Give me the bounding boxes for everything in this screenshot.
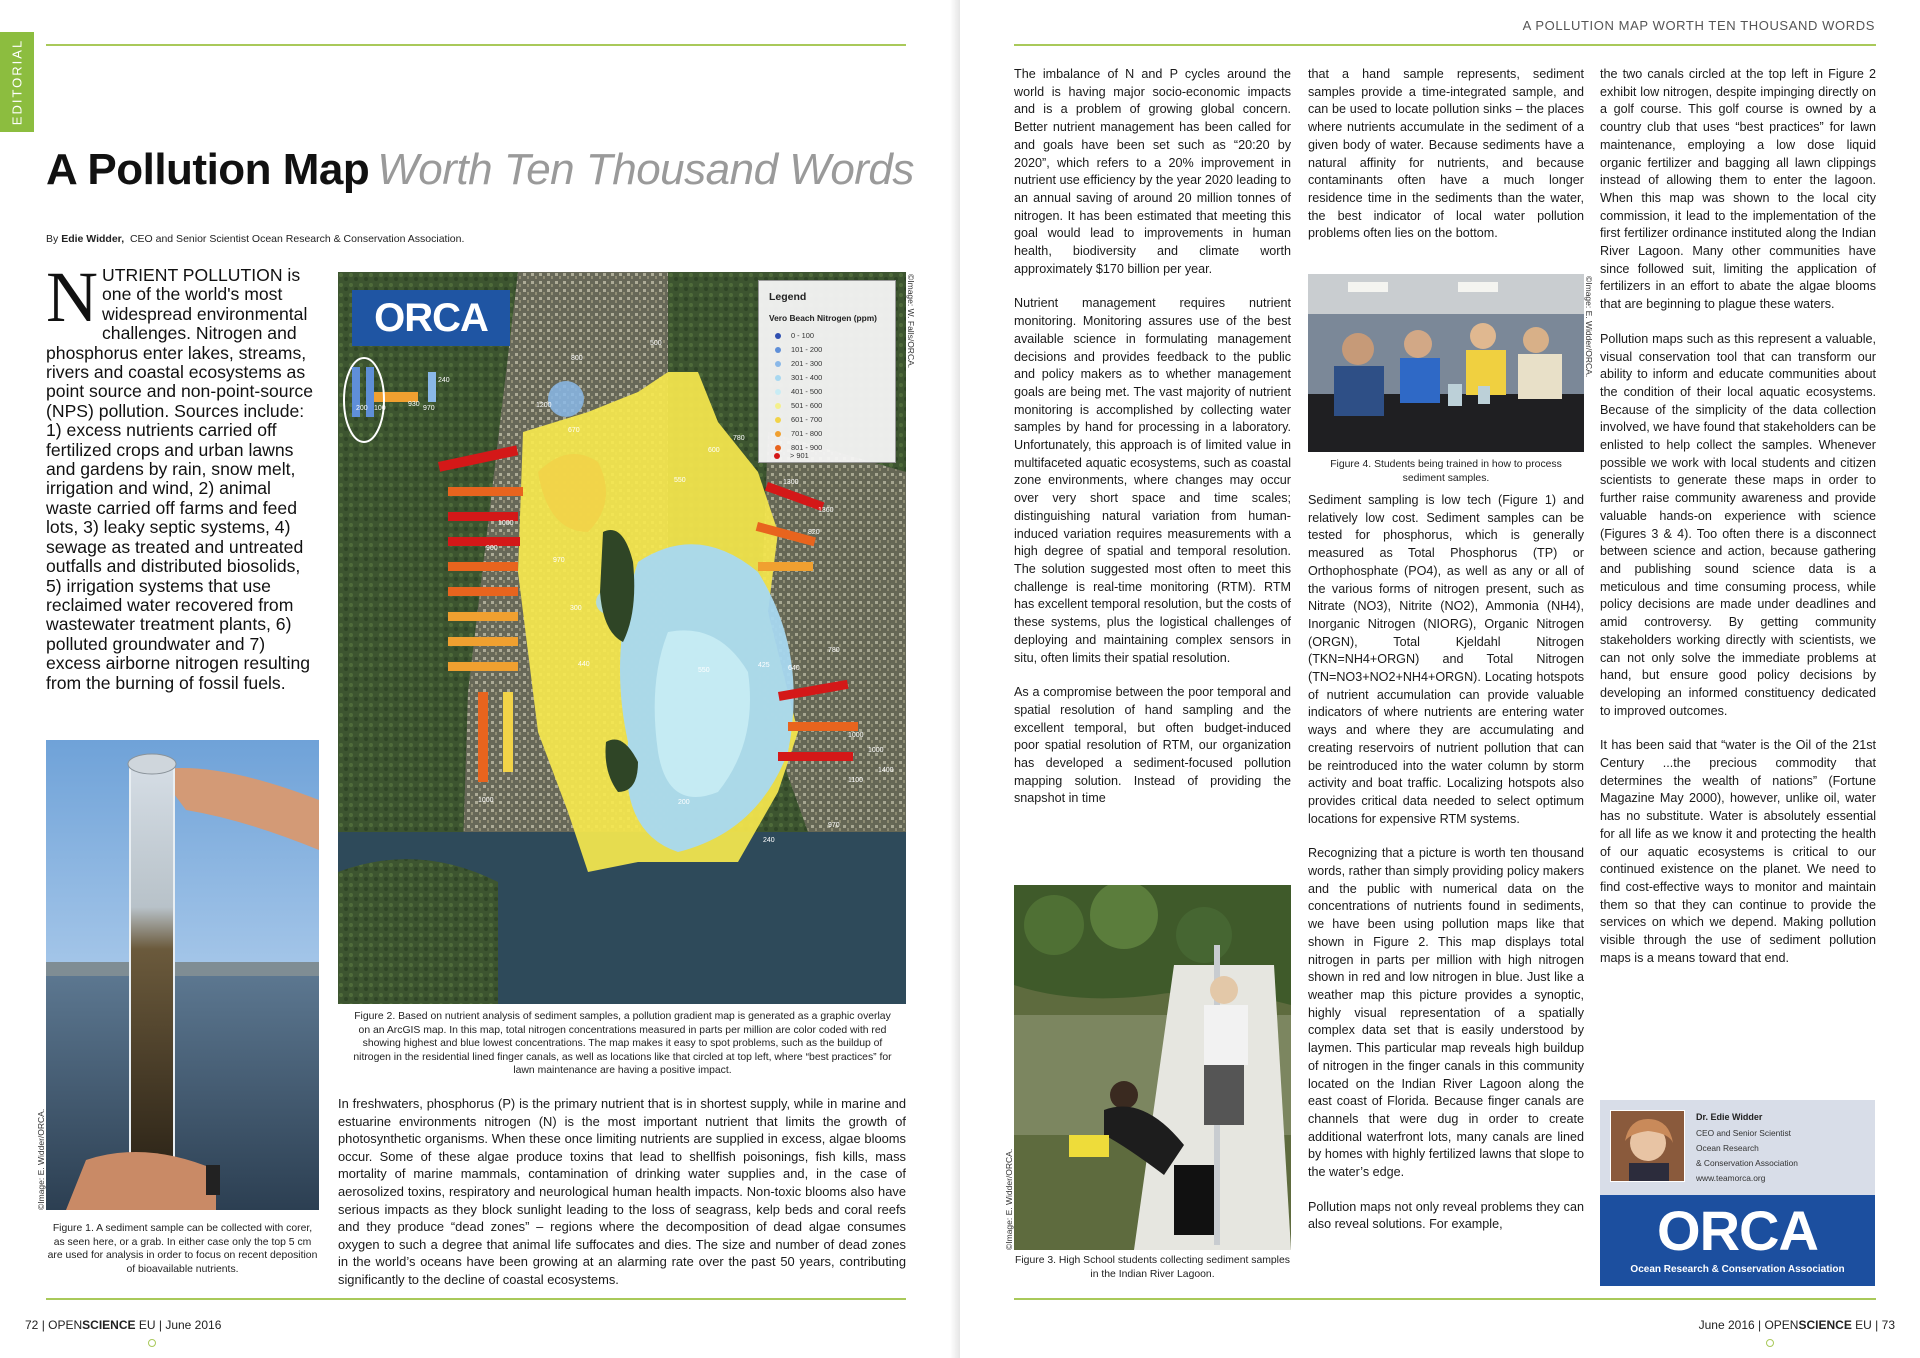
issue-date: June 2016 <box>165 1318 222 1332</box>
body-paragraph: Pollution maps such as this represent a valuable, visual conservation tool that can transform our ability to inform and educate communities about the condition of their local aquatic ecosystems. Because of the simplicity of the data collection involved, we have found that stakeholders can be enlisted to help collect the samples. Whenever possible we work with local students and citizen scientists to generate these maps in order to further raise community awareness and provide valuable hands-on experience with science (Figures 3 & 4). Too often there is a disconnect between science and action, because gathering and publishing sound science data is a meticulous and time consuming process, while policy decisions are made under deadlines and amid controversy. By getting community stakeholders working directly with scientists, we can not only solve the immediate problems at hand, but ensure good policy decisions by developing an informed constituency dedicated to improved outcomes. <box>1600 331 1876 718</box>
intro-paragraph <box>46 257 318 693</box>
footer-ornament <box>148 1339 156 1347</box>
body-paragraph: that a hand sample represents, sediment samples provide a time-integrated sample, and can be used to locate pollution sinks – the places where nutrients accumulate in the sediment of a given body of water. Because sediments have a natural affinity for nutrients, and because contaminants often have a much longer residence time in the sediments than the water, the best indicator of local water pollution problems often lies on the bottom. <box>1308 67 1584 241</box>
magazine-name: OPENSCIENCE EU <box>48 1318 156 1332</box>
map-label: 425 <box>758 662 770 669</box>
byline-author: Edie Widder, <box>61 233 125 245</box>
map-label: 1400 <box>878 767 894 774</box>
legend-subtitle: Vero Beach Nitrogen (ppm) <box>769 313 877 323</box>
footer-left: 72 | OPENSCIENCE EU | June 2016 <box>25 1318 222 1332</box>
legend-item: 601 - 700 <box>775 415 822 424</box>
body-paragraph: It has been said that “water is the Oil of the 21st Century ...the precious commodity that determines the wealth of nations” (Fortune Magazine May 2000), however, unlike oil, water has no substitute. Water is absolutely essential for all life as we know it and protecting the health of our aquatic ecosystems is critical to our continued existence on the planet. We need to find cost-effective ways to monitor and maintain them so that they can continue to provide the services on which we depend. Making pollution visible through the use of sediment pollution maps is a means toward that end. <box>1600 738 1876 965</box>
byline <box>46 233 464 245</box>
map-label: 500 <box>650 340 662 347</box>
legend-swatch <box>775 403 781 409</box>
legend-item: 501 - 600 <box>775 401 822 410</box>
map-label: 820 <box>808 529 820 536</box>
map-label: 780 <box>733 435 745 442</box>
map-legend <box>758 280 896 463</box>
figure-3-credit: ©Image: E. Widder/ORCA. <box>1004 1148 1014 1250</box>
column-2-body <box>1308 492 1584 1234</box>
orca-logo-large <box>1600 1195 1875 1286</box>
section-tab <box>0 32 34 132</box>
running-head: A POLLUTION MAP WORTH TEN THOUSAND WORDS <box>1522 18 1875 33</box>
legend-swatch <box>775 347 781 353</box>
column-2-top <box>1308 66 1584 243</box>
legend-swatch <box>775 417 781 423</box>
legend-item: 801 - 900 <box>775 443 822 452</box>
legend-swatch <box>775 333 781 339</box>
legend-swatch <box>775 375 781 381</box>
map-label: 240 <box>763 837 775 844</box>
legend-swatch <box>775 431 781 437</box>
author-title: CEO and Senior Scientist <box>1696 1128 1791 1138</box>
issue-date: June 2016 <box>1698 1318 1755 1332</box>
legend-swatch <box>774 453 780 459</box>
top-rule-right <box>1014 44 1876 46</box>
map-label: 300 <box>570 605 582 612</box>
legend-item: 401 - 500 <box>775 387 822 396</box>
map-label: 550 <box>674 477 686 484</box>
footer-ornament <box>1766 1339 1774 1347</box>
body-paragraph: Recognizing that a picture is worth ten thousand words, rather than simply providing policy makers and the public with numerical data on the concentrations of nutrients found in sediments, we have been using pollution maps like that shown in Figure 2. This map displays total nitrogen in parts per million with high nitrogen shown in red and low nitrogen in blue. Just like a weather map this picture provides a synoptic, highly visual representation of a spatially complex data set that is easily understood by laymen. This particular map reveals high buildup of nitrogen in the finger canals in this community located on the Indian River Lagoon along the east coast of Florida. Because finger canals are channels that were dug in order to create additional waterfront lots, many canals are lined by homes with highly fertilized lawns that slope to the water’s edge. <box>1308 846 1584 1180</box>
legend-item: 301 - 400 <box>775 373 822 382</box>
right-page <box>960 0 1920 1358</box>
map-label: 1100 <box>848 777 864 784</box>
author-org-line-1: Ocean Research <box>1696 1143 1759 1153</box>
magazine-name: OPENSCIENCE EU <box>1764 1318 1872 1332</box>
body-paragraph: The imbalance of N and P cycles around the world is having major socio-economic impacts and is a problem of growing global concern. Better nutrient management has been called for and goals have been set such as “20:20 by 2020”, which refers to a 20% improvement in nutrient use efficiency by the year 2020 leading to an annual saving of around 20 million tonnes of nitrogen. It has been estimated that meeting this goal would lead to improvements in human health, biodiversity and climate worth approximately $170 billion per year. <box>1014 67 1292 276</box>
title-bold: A Pollution Map <box>46 145 370 194</box>
section-tab-label: EDITORIAL <box>9 38 25 126</box>
footer-right: June 2016 | OPENSCIENCE EU | 73 <box>1698 1318 1895 1332</box>
map-label: 900 <box>486 545 498 552</box>
figure-1-credit: ©Image: E. Widder/ORCA. <box>36 1108 46 1210</box>
figure-4-caption: Figure 4. Students being trained in how to process sediment samples. <box>1330 459 1562 484</box>
map-label: 550 <box>698 667 710 674</box>
map-label: 640 <box>788 665 800 672</box>
article-title <box>46 145 914 195</box>
column-3 <box>1600 66 1876 967</box>
figure-3-caption: Figure 3. High School students collecting sediment samples in the Indian River Lagoon. <box>1015 1255 1290 1280</box>
body-text-left <box>338 1095 906 1289</box>
map-label: 970 <box>553 557 565 564</box>
map-label: 200 <box>356 405 368 412</box>
map-label: 1000 <box>498 520 514 527</box>
top-rule <box>46 44 906 46</box>
orca-logo <box>352 290 510 346</box>
figure-1-photo <box>46 740 319 1210</box>
map-label: 440 <box>578 661 590 668</box>
map-label: 800 <box>571 355 583 362</box>
orca-logo-wordmark: ORCA <box>1657 1199 1818 1262</box>
map-label: 1360 <box>818 507 834 514</box>
legend-item: 201 - 300 <box>775 359 822 368</box>
figure-4-credit: ©Image: E. Widder/ORCA. <box>1584 276 1594 378</box>
map-label: 970 <box>828 822 840 829</box>
body-paragraph: Sediment sampling is low tech (Figure 1) and relatively low cost. Sediment samples can be tested for phosphorus, which is generally measured as Total Phosphorus (TP) or Orthophosphate (PO4), as well as any or all of the various forms of nitrogen present, such as Nitrate (NO3), Nitrite (NO2), Ammonia (NH4), Inorganic Nitrogen (NIORG), Organic Nitrogen (ORGN), Total Kjeldahl Nitrogen (TKN=NH4+ORGN) and Total Nitrogen (TN=NO3+NO2+NH4+ORGN). Locating hotspots of nutrient accumulation can provide valuable indicators of where nutrients are entering water ways and where they are accumulating and creating reservoirs of nutrient pollution that can be reintroduced into the water column by storm activity and boat traffic. Localizing hotspots also provides critical data needed to select optimum locations for expensive RTM systems. <box>1308 493 1584 826</box>
map-label: 1200 <box>536 402 552 409</box>
column-1 <box>1014 66 1291 808</box>
map-label: 1000 <box>478 797 494 804</box>
drop-cap: N <box>46 257 98 337</box>
map-label: 1000 <box>848 732 864 739</box>
page-number: 73 <box>1881 1318 1895 1332</box>
title-light: Worth Ten Thousand Words <box>377 145 914 194</box>
legend-item: 0 - 100 <box>775 331 814 340</box>
map-label: 930 <box>408 401 420 408</box>
byline-prefix: By <box>46 233 59 245</box>
legend-swatch <box>775 389 781 395</box>
map-label: 600 <box>708 447 720 454</box>
map-credit: ©Image: W. Falls/ORCA. <box>906 274 916 369</box>
map-label: 1000 <box>868 747 884 754</box>
map-label: 100 <box>374 405 386 412</box>
author-photo <box>1610 1110 1685 1182</box>
figure-2-map <box>338 272 906 1004</box>
body-paragraph: the two canals circled at the top left in Figure 2 exhibit low nitrogen, despite impinging directly on a golf course. This golf course is owned by a country club that uses “best practices” for lawn maintenance, employing a low dose liquid organic fertilizer and bagging all lawn clippings instead of allowing them to enter the lagoon. When this map was shown to the local city commission, it lead to the implementation of the first fertilizer ordinance instituted along the Indian River Lagoon. Many other communities have since followed suit, limiting the application of fertilizers in an effort to abate the algae blooms that are beginning to plague these waters. <box>1600 67 1876 312</box>
bottom-rule-right <box>1014 1298 1876 1300</box>
body-paragraph: Pollution maps not only reveal problems they can also reveal solutions. For example, <box>1308 1199 1584 1232</box>
map-label: 780 <box>828 647 840 654</box>
figure-3-photo <box>1014 885 1291 1250</box>
map-label: 970 <box>423 405 435 412</box>
figure-2-caption: Figure 2. Based on nutrient analysis of sediment samples, a pollution gradient map is generated as a graphic overlay on an ArcGIS map. In this map, total nitrogen concentrations measured in parts per million are color coded with red showing highest and blue lowest concentrations. The map makes it easy to spot problems, such as the buildup of nitrogen in the residential lined finger canals, as well as locations like that circled at top left, where “best practices” for lawn maintenance are having a positive impact. <box>353 1011 892 1077</box>
author-bio-box <box>1600 1100 1875 1286</box>
legend-item: 701 - 800 <box>775 429 822 438</box>
orca-logo-text: ORCA <box>374 296 488 340</box>
orca-logo-tagline: Ocean Research & Conservation Association <box>1630 1264 1845 1275</box>
author-website-link[interactable]: www.teamorca.org <box>1696 1173 1766 1183</box>
bottom-rule <box>46 1298 906 1300</box>
map-label: 240 <box>438 377 450 384</box>
map-label: 200 <box>678 799 690 806</box>
intro-text: UTRIENT POLLUTION is one of the world's most widespread environmental challenges. Nitrogen and phosphorus enter lakes, streams, rivers and coastal ecosystems as point source and non-point-source (NPS) pollution. Sources include: 1) excess nutrients carried off fertilized crops and urban lawns and gardens by rain, snow melt, irrigation and wind, 2) animal waste carried off farms and feed lots, 3) leaky septic systems, 4) sewage as treated and untreated outfalls and distributed biosolids, 5) irrigation systems that use reclaimed water recovered from wastewater treatment plants, 6) polluted groundwater and 7) excess airborne nitrogen resulting from the burning of fossil fuels. <box>46 265 314 693</box>
body-paragraph: As a compromise between the poor temporal and spatial resolution of hand sampling and the excellent temporal, but often budget-induced poor spatial resolution of RTM, our organization has developed a sediment-focused pollution mapping solution. Instead of providing the snapshot in time <box>1014 685 1291 806</box>
map-label: 1300 <box>783 479 799 486</box>
legend-swatch <box>775 361 781 367</box>
page-number: 72 <box>25 1318 39 1332</box>
map-label: 670 <box>568 427 580 434</box>
figure-4-photo <box>1308 274 1584 452</box>
legend-item-last: > 901 <box>774 451 809 460</box>
byline-role: CEO and Senior Scientist Ocean Research & Conservation Association. <box>129 233 465 245</box>
author-org-line-2: & Conservation Association <box>1696 1158 1798 1168</box>
body-paragraph: Nutrient management requires nutrient monitoring. Monitoring assures use of the best available science in formulating management decisions and provides feedback to the public and policy makers as to whether management goals are being met. The vast majority of nutrient monitoring is accomplished by collecting water samples by hand for processing in a laboratory. Unfortunately, this approach is of limited value in multifaceted aquatic ecosystems, such as coastal zone environments, where changes may occur over very short space and time scales; distinguishing natural variation from human-induced variation requires measurements with a high degree of spatial and temporal resolution. The solution suggested most often to meet this challenge is real-time monitoring (RTM). RTM has excellent temporal resolution, but the costs of these systems, plus the logistical challenges of deploying and maintaining complex sensors in situ, often limits their spatial resolution. <box>1014 296 1291 665</box>
legend-item: 101 - 200 <box>775 345 822 354</box>
body-paragraph: In freshwaters, phosphorus (P) is the primary nutrient that is in shortest supply, while in marine and estuarine environments nitrogen (N) is the most important nutrient that limits the growth of photosynthetic organisms. When these once limiting nutrients are supplied in excess, algae blooms occur. Some of these algae produce toxins that lead to shellfish poisonings, fish kills, mass mortality of marine mammals, contamination of drinking water supplies and, in the case of aerosolized toxins, respiratory and neurological human health impacts. Non-toxic blooms also have serious impacts as they block sunlight leading to the loss of seagrass, kelp beds and coral reefs and they produce “dead zones” – regions where the decomposition of dead algae consumes oxygen to such a degree that animal life suffocates and dies. The size and number of dead zones in the world’s oceans have been growing at an alarming rate over the past 50 years, contributing significantly to the decline of coastal ecosystems. <box>338 1096 906 1287</box>
figure-1-caption: Figure 1. A sediment sample can be collected with corer, as seen here, or a grab. In either case only the top 5 cm are used for analysis in order to focus on recent deposition of bioavailable nutrients. <box>47 1223 318 1275</box>
legend-title: Legend <box>769 291 807 303</box>
author-name: Dr. Edie Widder <box>1696 1112 1763 1122</box>
